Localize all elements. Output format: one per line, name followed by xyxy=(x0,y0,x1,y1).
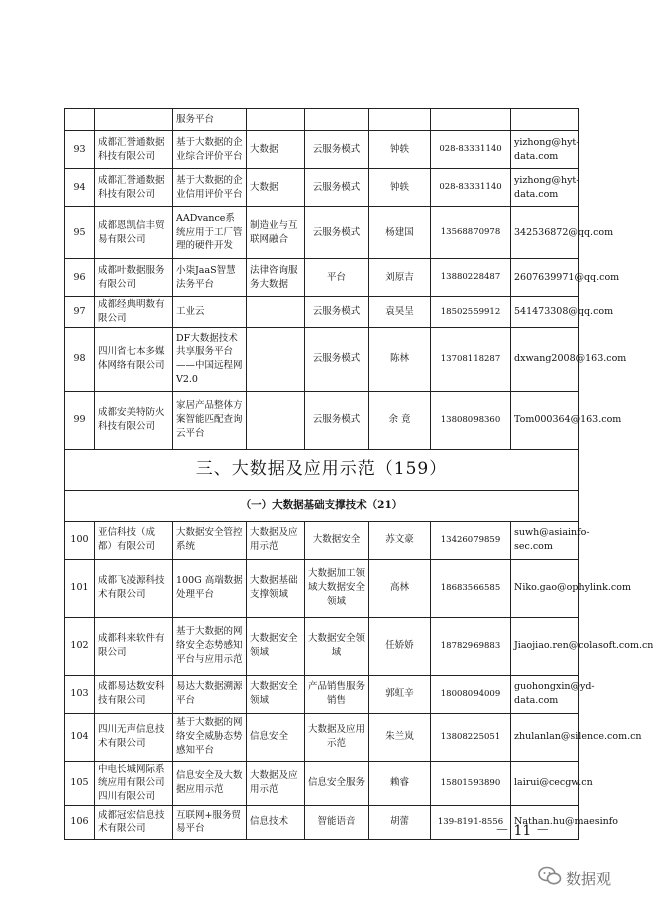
cell-field xyxy=(247,391,305,449)
cell-email: guohongxin@yd-data.com xyxy=(511,675,579,713)
cell-email xyxy=(511,109,579,131)
cell-product: 基于大数据的网络安全威胁态势感知平台 xyxy=(173,713,247,761)
cell-company: 成都科来软件有限公司 xyxy=(95,617,173,675)
cell-phone: 18782969883 xyxy=(431,617,511,675)
cell-contact: 钟轶 xyxy=(369,169,431,207)
cell-phone: 139-8191-8556 xyxy=(431,805,511,839)
cell-contact: 赖睿 xyxy=(369,761,431,805)
cell-phone: 18502559912 xyxy=(431,297,511,328)
cell-company: 成都经典明数有限公司 xyxy=(95,297,173,328)
table-row xyxy=(65,207,579,259)
cell-email: lairui@cecgw.cn xyxy=(511,761,579,805)
cell-contact: 高林 xyxy=(369,559,431,617)
cell-field xyxy=(247,327,305,391)
cell-product: 基于大数据的网络安全态势感知平台与应用示范 xyxy=(173,617,247,675)
cell-phone: 13426079859 xyxy=(431,521,511,559)
cell-no: 102 xyxy=(65,617,95,675)
cell-no: 96 xyxy=(65,259,95,297)
cell-field: 大数据及应用示范 xyxy=(247,761,305,805)
table-row xyxy=(65,617,579,675)
cell-email: Niko.gao@ophylink.com xyxy=(511,559,579,617)
cell-contact: 朱兰岚 xyxy=(369,713,431,761)
cell-field xyxy=(247,297,305,328)
cell-mode xyxy=(305,109,369,131)
cell-mode: 信息安全服务 xyxy=(305,761,369,805)
cell-mode: 云服务模式 xyxy=(305,297,369,328)
cell-no xyxy=(65,109,95,131)
table-body-bottom xyxy=(65,521,653,839)
cell-product: 基于大数据的企业综合评价平台 xyxy=(173,131,247,169)
cell-mode: 云服务模式 xyxy=(305,131,369,169)
cell-email: dxwang2008@163.com xyxy=(511,327,579,391)
cell-contact: 刘原吉 xyxy=(369,259,431,297)
cell-phone: 028-83331140 xyxy=(431,169,511,207)
cell-company: 成都飞凌源科技术有限公司 xyxy=(95,559,173,617)
cell-email: zhulanlan@silence.com.cn xyxy=(511,713,579,761)
cell-mode: 大数据安全 xyxy=(305,521,369,559)
cell-product: DF大数据技术共享服务平台——中国远程网V2.0 xyxy=(173,327,247,391)
cell-contact: 杨建国 xyxy=(369,207,431,259)
cell-mode: 大数据安全领域 xyxy=(305,617,369,675)
table-body-top xyxy=(65,109,627,450)
cell-company: 成都安美特防火科技有限公司 xyxy=(95,391,173,449)
cell-product: 家居产品整体方案智能匹配查询云平台 xyxy=(173,391,247,449)
table-row xyxy=(65,131,579,169)
cell-field: 大数据 xyxy=(247,131,305,169)
cell-email: 541473308@qq.com xyxy=(511,297,579,328)
cell-phone: 028-83331140 xyxy=(431,131,511,169)
section-title: 三、大数据及应用示范（159） xyxy=(65,449,579,490)
cell-no: 104 xyxy=(65,713,95,761)
table-row xyxy=(65,327,579,391)
watermark-text: 数据观 xyxy=(566,869,612,888)
cell-company: 四川省七本多媒体网络有限公司 xyxy=(95,327,173,391)
table-row xyxy=(65,297,579,328)
cell-no: 99 xyxy=(65,391,95,449)
table-row xyxy=(65,713,579,761)
cell-mode: 智能语音 xyxy=(305,805,369,839)
cell-product: 易达大数据溯源平台 xyxy=(173,675,247,713)
wechat-icon xyxy=(538,866,562,890)
cell-no: 94 xyxy=(65,169,95,207)
cell-company: 亚信科技（成都）有限公司 xyxy=(95,521,173,559)
cell-product: 基于大数据的企业信用评价平台 xyxy=(173,169,247,207)
cell-field: 信息安全 xyxy=(247,713,305,761)
cell-no: 97 xyxy=(65,297,95,328)
cell-no: 100 xyxy=(65,521,95,559)
cell-company: 成都恩凯信丰贸易有限公司 xyxy=(95,207,173,259)
cell-contact: 胡蕾 xyxy=(369,805,431,839)
cell-field xyxy=(247,109,305,131)
cell-field: 制造业与互联网融合 xyxy=(247,207,305,259)
cell-company: 成都叶数据服务有限公司 xyxy=(95,259,173,297)
table-row xyxy=(65,391,579,449)
cell-company xyxy=(95,109,173,131)
table-row xyxy=(65,169,579,207)
cell-no: 105 xyxy=(65,761,95,805)
cell-field: 大数据安全领域 xyxy=(247,675,305,713)
cell-contact: 陈林 xyxy=(369,327,431,391)
cell-product: 大数据安全管控系统 xyxy=(173,521,247,559)
cell-company: 成都汇誉通数据科技有限公司 xyxy=(95,169,173,207)
cell-field: 法律咨询服务大数据 xyxy=(247,259,305,297)
cell-company: 成都易达数安科技有限公司 xyxy=(95,675,173,713)
cell-no: 101 xyxy=(65,559,95,617)
cell-phone: 18683566585 xyxy=(431,559,511,617)
cell-field: 信息技术 xyxy=(247,805,305,839)
cell-email: 2607639971@qq.com xyxy=(511,259,579,297)
cell-email: 342536872@qq.com xyxy=(511,207,579,259)
cell-contact: 任娇娇 xyxy=(369,617,431,675)
table-row xyxy=(65,559,579,617)
cell-phone: 13880228487 xyxy=(431,259,511,297)
cell-product: 服务平台 xyxy=(173,109,247,131)
cell-product: AADvance系统应用于工厂管理的硬件开发 xyxy=(173,207,247,259)
cell-phone: 13708118287 xyxy=(431,327,511,391)
cell-field: 大数据基础支撑领域 xyxy=(247,559,305,617)
cell-email: yizhong@hyt-data.com xyxy=(511,131,579,169)
cell-email: Tom000364@163.com xyxy=(511,391,579,449)
cell-no: 95 xyxy=(65,207,95,259)
cell-mode: 大数据及应用示范 xyxy=(305,713,369,761)
cell-mode: 平台 xyxy=(305,259,369,297)
cell-company: 成都汇誉通数据科技有限公司 xyxy=(95,131,173,169)
cell-contact: 苏文豪 xyxy=(369,521,431,559)
table-row xyxy=(65,761,579,805)
cell-phone xyxy=(431,109,511,131)
cell-company: 中电长城网际系统应用有限公司四川有限公司 xyxy=(95,761,173,805)
cell-mode: 云服务模式 xyxy=(305,169,369,207)
cell-email: yizhong@hyt-data.com xyxy=(511,169,579,207)
cell-email: Jiaojiao.ren@colasoft.com.cn xyxy=(511,617,579,675)
section-header xyxy=(65,449,579,521)
cell-phone: 18008094009 xyxy=(431,675,511,713)
cell-company: 成都冠宏信息技术有限公司 xyxy=(95,805,173,839)
cell-mode: 云服务模式 xyxy=(305,207,369,259)
cell-no: 93 xyxy=(65,131,95,169)
cell-field: 大数据 xyxy=(247,169,305,207)
cell-contact: 袁昊呈 xyxy=(369,297,431,328)
cell-contact: 钟轶 xyxy=(369,131,431,169)
cell-product: 100G 高端数据处理平台 xyxy=(173,559,247,617)
cell-field: 大数据及应用示范 xyxy=(247,521,305,559)
subsection-title: （一）大数据基础支撑技术（21） xyxy=(65,490,579,521)
cell-phone: 13568870978 xyxy=(431,207,511,259)
cell-mode: 大数据加工领域大数据安全领域 xyxy=(305,559,369,617)
page-number: － 11 － xyxy=(495,823,550,839)
cell-phone: 13808225051 xyxy=(431,713,511,761)
table-row xyxy=(65,521,579,559)
cell-product: 工业云 xyxy=(173,297,247,328)
cell-mode: 云服务模式 xyxy=(305,327,369,391)
cell-no: 103 xyxy=(65,675,95,713)
cell-company: 四川无声信息技术有限公司 xyxy=(95,713,173,761)
cell-mode: 产品销售服务销售 xyxy=(305,675,369,713)
cell-contact: 余 竟 xyxy=(369,391,431,449)
cell-product: 信息安全及大数据应用示范 xyxy=(173,761,247,805)
data-table xyxy=(64,108,653,840)
cell-product: 互联网+服务贸易平台 xyxy=(173,805,247,839)
cell-contact: 郭虹辛 xyxy=(369,675,431,713)
cell-phone: 15801593890 xyxy=(431,761,511,805)
cell-no: 98 xyxy=(65,327,95,391)
cell-mode: 云服务模式 xyxy=(305,391,369,449)
table-row xyxy=(65,675,579,713)
cell-email: Nathan.hu@maesinfo xyxy=(511,805,579,839)
table-row xyxy=(65,259,579,297)
cell-phone: 13808098360 xyxy=(431,391,511,449)
cell-no: 106 xyxy=(65,805,95,839)
table-row xyxy=(65,109,579,131)
cell-product: 小柒JaaS智慧法务平台 xyxy=(173,259,247,297)
watermark xyxy=(538,866,611,890)
cell-contact xyxy=(369,109,431,131)
cell-field: 大数据安全领域 xyxy=(247,617,305,675)
cell-email: suwh@asiainfo-sec.com xyxy=(511,521,579,559)
